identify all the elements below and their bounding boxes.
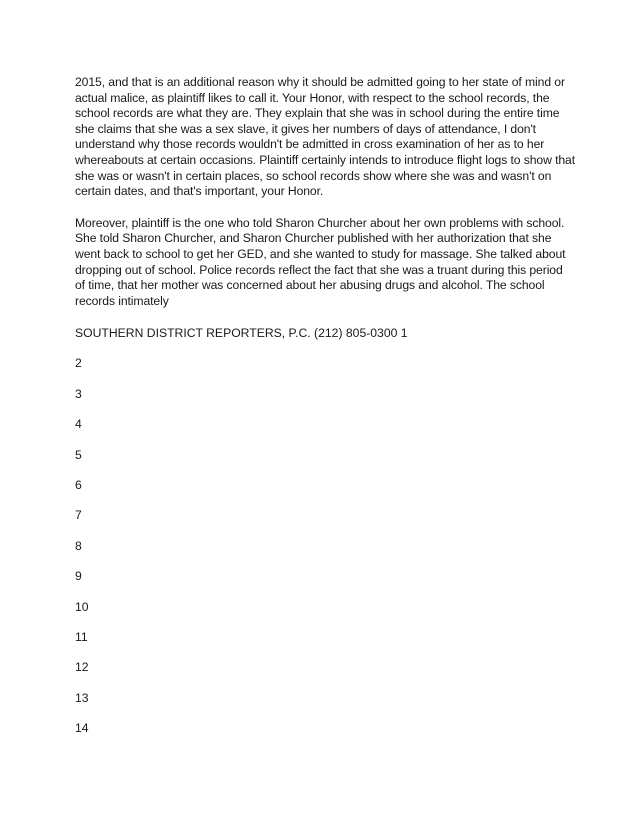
line-number: 14: [75, 721, 89, 736]
document-page: [75, 75, 575, 751]
paragraph-1: 2015, and that is an additional reason why it should be admitted going to her state of mind or actual malice, as plaintiff likes to call it. Your Honor, with respect to the school records, the school records are what they are. They explain that she was in school during the entire time she claims that she was a sex slave, it gives her numbers of days of attendance, I don't understand why those records wouldn't be admitted in cross examination of her as to her whereabouts at certain occasions. Plaintiff certainly intends to introduce flight logs to show that she was or wasn't in certain places, so school records show where she was and wasn't on certain dates, and that's important, your Honor.: [75, 75, 576, 199]
paragraph-2: Moreover, plaintiff is the one who told Sharon Churcher about her own problems with school. She told Sharon Churcher, and Sharon Churcher published with her authorization that she went back to school to get her GED, and she wanted to study for massage. She talked about dropping out of school. Police records reflect the fact that she was a truant during this period of time, that her mother was concerned about her abusing drugs and alcohol. The school records intimately: [75, 215, 566, 308]
line-number: 10: [75, 599, 89, 614]
line-number: 12: [75, 660, 89, 675]
line-number: 7: [75, 508, 82, 523]
line-number: 13: [75, 690, 89, 705]
line-number: 8: [75, 538, 82, 553]
line-number: 3: [75, 386, 82, 401]
line-number: 9: [75, 569, 82, 584]
line-number: 2: [75, 356, 82, 371]
line-number: 6: [75, 477, 82, 492]
line-number: 11: [75, 629, 88, 644]
line-number: 4: [75, 417, 82, 432]
reporter-footer: SOUTHERN DISTRICT REPORTERS, P.C. (212) 805-0300 1: [75, 326, 408, 341]
line-number: 5: [75, 447, 82, 462]
line-number-list: [75, 356, 575, 751]
